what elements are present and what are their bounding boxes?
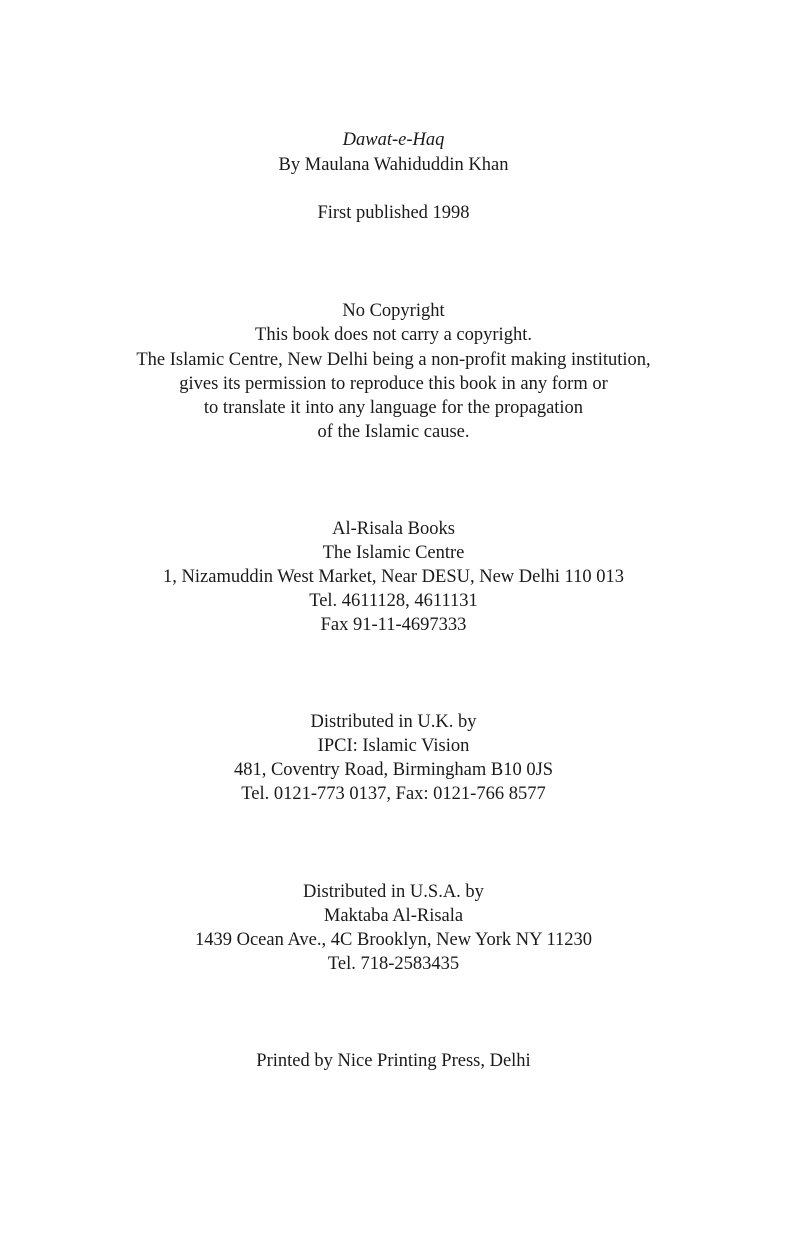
copyright-heading: No Copyright [342,301,445,321]
uk-distributor-heading: Distributed in U.K. by [310,712,477,732]
uk-distributor-name: IPCI: Islamic Vision [317,736,470,756]
publisher-organization: The Islamic Centre [322,543,465,563]
printer-line: Printed by Nice Printing Press, Delhi [256,1051,531,1071]
publisher-address: 1, Nizamuddin West Market, Near DESU, New Delhi 110 013 [163,567,624,587]
usa-distributor-address: 1439 Ocean Ave., 4C Brooklyn, New York NY 11230 [194,930,593,950]
usa-distributor-name: Maktaba Al-Risala [323,906,464,926]
usa-distributor-tel: Tel. 718-2583435 [327,954,460,974]
publisher-tel: Tel. 4611128, 4611131 [309,591,478,611]
copyright-line: gives its permission to reproduce this book in any form or [179,374,608,394]
usa-distributor-heading: Distributed in U.S.A. by [303,882,484,902]
publisher-name: Al-Risala Books [332,519,455,539]
publication-line: First published 1998 [317,203,470,223]
author-line: By Maulana Wahiduddin Khan [278,155,509,175]
copyright-line: of the Islamic cause. [317,422,470,442]
copyright-line: to translate it into any language for the propagation [203,398,584,418]
uk-distributor-contact: Tel. 0121-773 0137, Fax: 0121-766 8577 [241,784,546,804]
copyright-line: This book does not carry a copyright. [255,325,532,345]
publisher-fax: Fax 91-11-4697333 [320,615,467,635]
uk-distributor-address: 481, Coventry Road, Birmingham B10 0JS [233,760,554,780]
book-title: Dawat-e-Haq [342,130,445,150]
copyright-line: The Islamic Centre, New Delhi being a non-profit making institution, [136,350,651,370]
